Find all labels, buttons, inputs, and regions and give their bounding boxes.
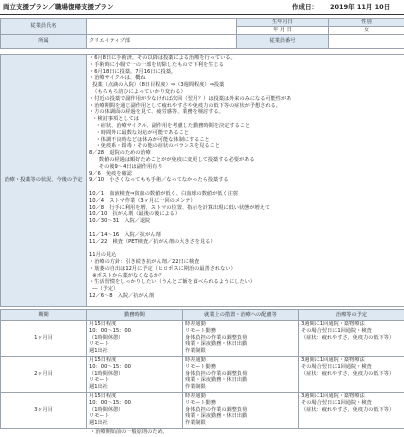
plan-line: 数値の経過は順好ためことがが免疫に変更して投薬する必要がある [89, 156, 255, 163]
measures-cell-line: 残業・深夜勤務・休日出勤 [185, 377, 248, 384]
plan-line: ・免疫系・鉛毒・その他の症状のバランスを見ること [89, 143, 220, 150]
hours-cell-line: （1時間休憩） [89, 406, 124, 413]
title-bar [0, 0, 404, 15]
birth-date-value[interactable]: 年 月 日 [237, 26, 329, 34]
treatment-status-label: 治療・投薬等の状況、今後の予定 [1, 55, 87, 307]
hours-cell-line: 月15日程度 [89, 393, 117, 399]
plan-line: 10／1 血液検査⇒貧血の数値が低く、白血球の数値が低く注射 [89, 190, 239, 197]
measures-cell-line: 残業・深夜勤務・休日出勤 [185, 341, 248, 348]
department-label: 所属 [1, 34, 87, 48]
plan-line: ・治療サイクルは、概ね [89, 75, 146, 82]
measures-header: 就業上の措置・治療への配慮等 [183, 310, 299, 321]
treatment-cell[interactable] [299, 321, 404, 357]
plan-line: ・筋萎の自出は12月に予定（ヒロポスに期治の最善されない） [89, 265, 236, 272]
employee-number-label: 従業員番号 [237, 34, 329, 48]
created-date-label: 作成日： [292, 3, 318, 11]
measures-cell-line: 身体負担の作業の調整負荷 [185, 334, 248, 341]
plan-line: 9／10 小さくなってもも手術／なってなかったら投薬する [89, 177, 229, 184]
hours-cell-line: リモート [89, 413, 110, 420]
measures-cell-line: 時差通勤 [185, 321, 206, 327]
treatment-cell[interactable] [299, 357, 404, 393]
hours-cell-line: 週1出社 [89, 384, 108, 391]
plan-line: ・体調不良時などは休みが可能な体制にすること [89, 136, 210, 143]
gender-value[interactable]: 女 [329, 26, 404, 34]
plan-line: 投薬（点滴の入院）（8日目程度）⇒（3週間程度）⇒投薬 [89, 82, 225, 89]
plan-line: （もろもろ訪ひによっていかり変わる） [89, 88, 186, 95]
plan-line: 10／8 行手に利用を増、ストマの位置、指示を計算出現に低い状態が増えて [89, 204, 271, 211]
plan-line: 8／28 退院のための治療 [89, 150, 151, 157]
schedule-row [1, 357, 404, 393]
hours-cell-line: 10：00～15：00 [89, 363, 131, 370]
hours-cell-line: 10：00～15：00 [89, 399, 131, 406]
plan-line: ・治療期間を通じ副作用として疲れやすさや免疫力の低下等の症状が予想される。 [89, 102, 281, 109]
plan-line: ・6月8日に手術済。その以降は投薬による治療を行っている。 [89, 55, 236, 61]
treatment-plan-table [0, 54, 404, 307]
plan-line [89, 184, 402, 191]
plan-line: 10／4 ストマ作業（3ヶ月に一回のメンテ） [89, 197, 196, 204]
hours-cell-line: リモート [89, 377, 110, 384]
treatment-cell[interactable] [299, 393, 404, 429]
plan-line: ―（予定） [89, 286, 119, 293]
department-value[interactable]: クリエイティブ部 [87, 34, 237, 48]
hours-cell-line: 月15日程度 [89, 321, 117, 327]
employee-number-value[interactable] [329, 34, 404, 48]
treatment-cell-line: （症状：疲れやすさ、免疫力の低下等） [301, 370, 395, 377]
measures-cell-line: 作業制限 [185, 420, 206, 427]
treatment-cell-line: その場合翌日に1回通院・検査 [301, 327, 372, 334]
plan-line: ・治療の方針：引き続き抗がん剤／22日に検査 [89, 258, 200, 265]
measures-cell-line: 作業制限 [185, 384, 206, 391]
plan-line: 9／6 免疫を確認 [89, 170, 132, 177]
hours-cell[interactable] [87, 357, 183, 393]
treatment-cell-line: （症状：疲れやすさ、免疫力の低下等） [301, 406, 395, 413]
measures-cell-line: 身体負担の作業の調整負荷 [185, 370, 248, 377]
plan-line: ・検討事項としては [89, 116, 139, 123]
plan-line: ・手術時に小腸で一の一部を切除したもので下利を生じる [89, 61, 224, 68]
treatment-cell-line: その場合翌日に1回通院・検査 [301, 363, 372, 370]
plan-line: 12／6～8 入院／抗がん剤 [89, 292, 155, 299]
plan-line: ※ポストから薬がなくなるか？ [89, 272, 165, 279]
hours-header: 勤務時間 [87, 310, 183, 321]
plan-line: ・6月18日に投薬。7月16日に投薬。 [89, 68, 177, 75]
employee-name-value[interactable] [87, 19, 237, 35]
plan-line: ・生活習慣をしっかりしたい（うんとご飯を食べられるようにしたい） [89, 279, 256, 286]
hours-cell-line: 週1出社 [89, 348, 108, 355]
period-cell: 1ヶ月目 [1, 321, 87, 357]
plan-line: その後9～4日は副作用有り [89, 163, 163, 170]
treatment-cell-line: （症状：疲れやすさ、免疫力の低下等） [301, 334, 395, 341]
hours-cell-line: リモート [89, 341, 110, 348]
schedule-table [0, 309, 404, 429]
measures-cell-line: 作業制限 [185, 348, 206, 355]
treatment-cell-line: 3週間に1回通院・薬物療法 [301, 321, 365, 327]
hours-cell-line: （1時間休憩） [89, 334, 124, 341]
gender-label: 性別 [329, 19, 404, 27]
treatment-header: 治療等の予定 [299, 310, 404, 321]
employee-info-table [0, 18, 404, 49]
birth-date-label: 生年月日 [237, 19, 329, 27]
created-date: 2019年 11月 10日 [330, 3, 391, 11]
plan-line [89, 225, 402, 232]
footer-note: ・治療開始前の一般原則のため。 [90, 429, 168, 435]
measures-cell-line: リモート勤務 [185, 327, 216, 334]
plan-line [89, 245, 402, 252]
hours-cell-line: 週1出社 [89, 420, 108, 427]
measures-cell[interactable] [183, 357, 299, 393]
period-cell: 2ヶ月目 [1, 357, 87, 393]
plan-line: 10／30～31 入院／退院 [89, 218, 151, 225]
treatment-status-text[interactable] [87, 55, 404, 307]
period-header: 期間 [1, 310, 87, 321]
measures-cell-line: リモート勤務 [185, 399, 216, 406]
measures-cell[interactable] [183, 321, 299, 357]
schedule-row [1, 393, 404, 429]
measures-cell-line: 残業・深夜勤務・休日出勤 [185, 413, 248, 420]
plan-line: 11／14～16 入院／抗がん剤 [89, 231, 161, 238]
hours-cell-line: 月15日程度 [89, 357, 117, 363]
treatment-cell-line: 3週間に1回通院・薬物療法 [301, 393, 365, 399]
document-title: 両立支援プラン／職場復帰支援プラン [3, 3, 114, 11]
hours-cell-line: 10：00～15：00 [89, 327, 131, 334]
measures-cell-line: 時差通勤 [185, 393, 206, 399]
plan-line: ・症状、治療サイクル、副作用を考慮した勤務時間を決定すること [89, 122, 251, 129]
plan-line: 11月の見込 [89, 252, 117, 259]
measures-cell-line: 時差通勤 [185, 357, 206, 363]
measures-cell-line: 身体負担の作業の調整負荷 [185, 406, 248, 413]
plan-line: ・方の体調面の経過を見て、疲労感等、業務を検討する。 [89, 109, 224, 116]
plan-line: 10／10 抗がん剤（最後の後による） [89, 211, 181, 218]
schedule-row [1, 321, 404, 357]
plan-line: 11／22 検査（PET検査／抗がん剤の大きさを見る） [89, 238, 216, 245]
measures-cell[interactable] [183, 393, 299, 429]
hours-cell-line: （1時間休憩） [89, 370, 124, 377]
plan-line: ・付近の投薬で副作用が少なければ次回（翌月？）は投薬は外来のみになる可能性があ [89, 95, 292, 102]
treatment-cell-line: 3週間に1回通院・薬物療法 [301, 357, 365, 363]
period-cell: 3ヶ月目 [1, 393, 87, 429]
plan-line: ・時間外に最数な対応が可能であること [89, 129, 189, 136]
employee-name-label: 従業員氏名 [1, 19, 87, 35]
hours-cell[interactable] [87, 393, 183, 429]
hours-cell[interactable] [87, 321, 183, 357]
measures-cell-line: リモート勤務 [185, 363, 216, 370]
treatment-cell-line: その場合翌日に1回通院・検査 [301, 399, 372, 406]
